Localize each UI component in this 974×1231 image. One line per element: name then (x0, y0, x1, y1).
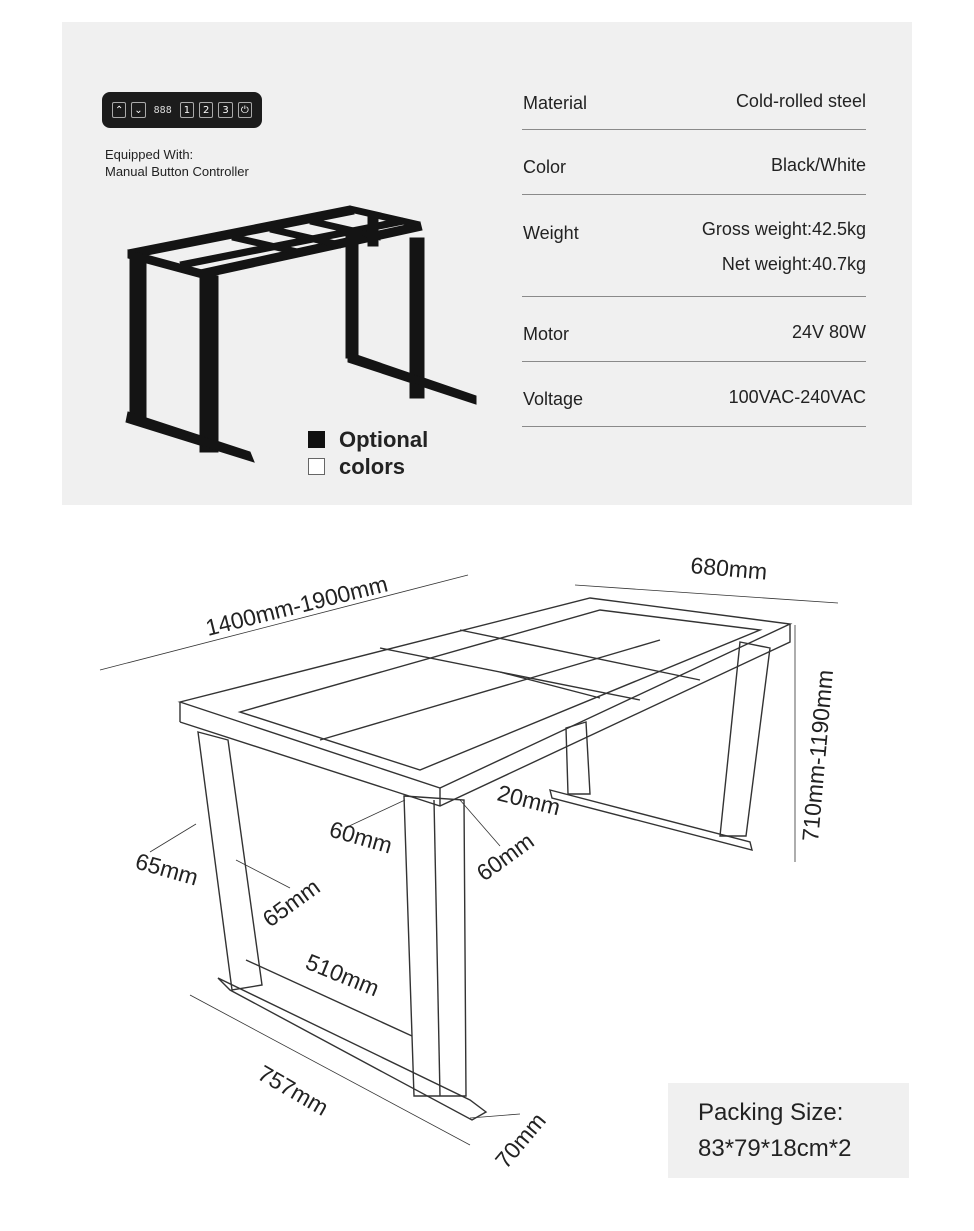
dim-gap: 20mm (494, 779, 564, 821)
preset-3-button: 3 (218, 102, 232, 118)
dim-inner: 510mm (302, 948, 383, 1002)
spec-row-material (522, 82, 866, 130)
preset-1-button: 1 (180, 102, 194, 118)
packing-title: Packing Size: (698, 1099, 844, 1126)
spec-row-weight (522, 195, 866, 297)
dim-column-a: 60mm (326, 815, 396, 859)
spec-value: Black/White (770, 155, 866, 175)
spec-label: Material (523, 93, 588, 113)
spec-label: Voltage (523, 389, 584, 409)
button-controller (102, 92, 262, 128)
spec-table (522, 82, 866, 427)
dim-leg-b: 65mm (257, 873, 325, 933)
optional-colors (308, 426, 428, 480)
colors-label: colors (339, 454, 406, 479)
color-option-black (308, 426, 428, 453)
dim-width: 680mm (689, 552, 769, 585)
equipped-line-2: Manual Button Controller (105, 164, 249, 179)
power-icon: ⏻ (238, 102, 252, 118)
optional-label: Optional (339, 427, 429, 452)
packing-value: 83*79*18cm*2 (698, 1135, 852, 1162)
color-option-white (308, 453, 428, 480)
dim-column-b: 60mm (471, 827, 539, 887)
spec-value: Cold-rolled steel (735, 91, 866, 111)
packing-size-box (668, 1083, 909, 1178)
preset-2-button: 2 (199, 102, 213, 118)
spec-label: Color (523, 157, 567, 177)
dim-leg-a: 65mm (132, 847, 202, 891)
spec-row-motor (522, 297, 866, 362)
equipped-line-1: Equipped With: (105, 147, 194, 162)
equipped-note (105, 146, 249, 180)
chevron-up-icon: ⌃ (112, 102, 126, 118)
dim-foot: 757mm (253, 1059, 333, 1121)
spec-value: 24V 80W (791, 322, 866, 342)
spec-value: Net weight:40.7kg (721, 254, 866, 274)
spec-value: 100VAC-240VAC (728, 387, 866, 407)
spec-panel (62, 22, 912, 505)
spec-label: Motor (523, 324, 570, 344)
spec-label: Weight (523, 223, 579, 243)
spec-row-color (522, 130, 866, 195)
spec-value: Gross weight:42.5kg (701, 219, 866, 239)
dim-length: 1400mm-1900mm (202, 570, 391, 641)
white-swatch (308, 458, 325, 475)
controller-display: 888 (153, 104, 172, 116)
dim-foot-width: 70mm (489, 1107, 551, 1174)
dim-height: 710mm-1190mm (797, 668, 838, 843)
desk-frame-image (120, 200, 490, 465)
chevron-down-icon: ⌄ (131, 102, 145, 118)
black-swatch (308, 431, 325, 448)
spec-row-voltage (522, 362, 866, 427)
